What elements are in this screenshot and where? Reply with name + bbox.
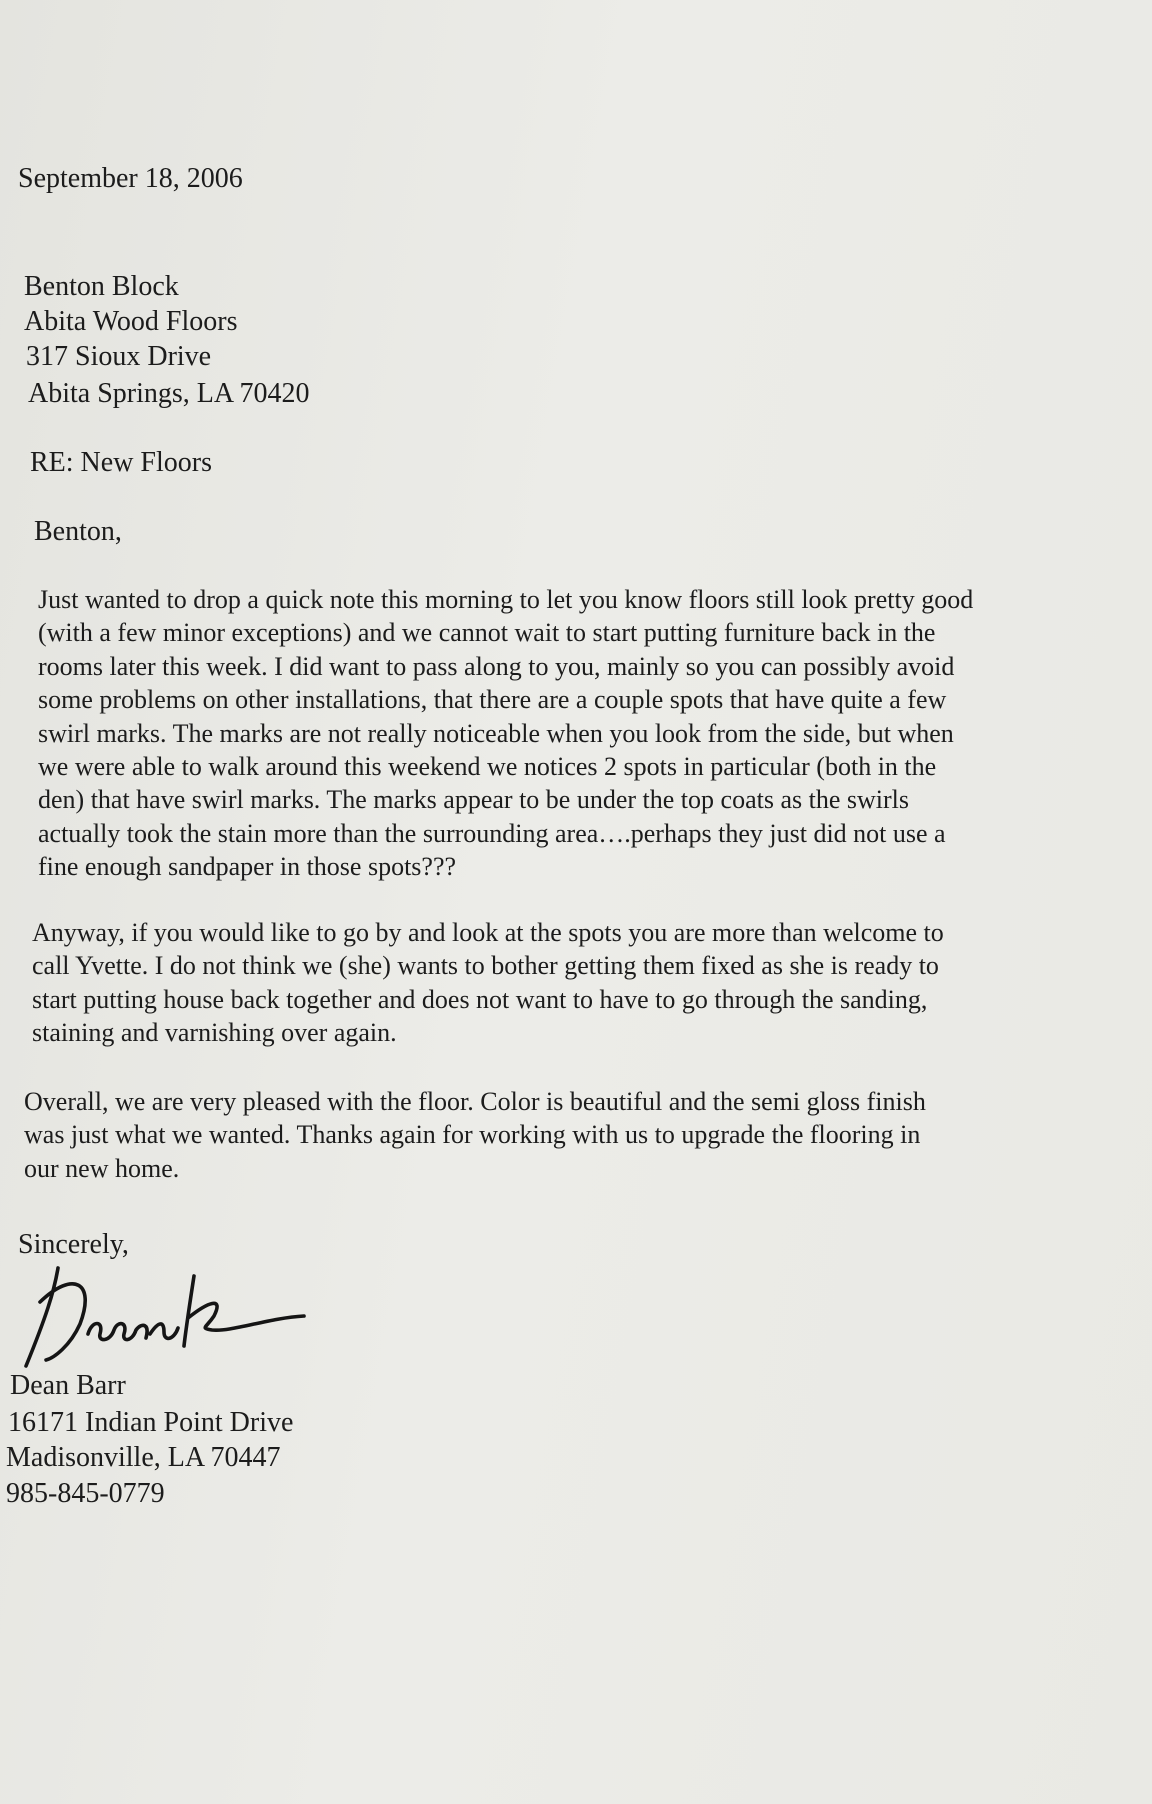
paragraph-line: staining and varnishing over again. [32, 1018, 397, 1048]
recipient-name: Benton Block [24, 271, 179, 302]
paragraph-line: start putting house back together and does not want to have to go through the sanding, [32, 984, 928, 1014]
recipient-street: 317 Sioux Drive [26, 341, 212, 372]
handwritten-signature [18, 1262, 318, 1372]
subject-line: RE: New Floors [30, 447, 212, 478]
sender-phone: 985-845-0779 [6, 1478, 165, 1509]
paragraph-line: actually took the stain more than the surrounding area….perhaps they just did not use a [38, 818, 946, 848]
paragraph-line: rooms later this week. I did want to pass along to you, mainly so you can possibly avoid [38, 651, 955, 681]
paragraph-line: Overall, we are very pleased with the floor. Color is beautiful and the semi gloss finish [24, 1087, 926, 1116]
paragraph-line: call Yvette. I do not think we (she) wants to bother getting them fixed as she is ready to [32, 951, 939, 981]
paragraph-line: our new home. [24, 1153, 180, 1183]
paragraph-line: swirl marks. The marks are not really noticeable when you look from the side, but when [38, 718, 954, 748]
paragraph-line: Just wanted to drop a quick note this morning to let you know floors still look pretty good [38, 585, 974, 614]
recipient-company: Abita Wood Floors [24, 306, 238, 337]
letter-date: September 18, 2006 [18, 163, 243, 194]
paragraph-line: we were able to walk around this weekend we notices 2 spots in particular (both in the [38, 752, 937, 782]
sender-street: 16171 Indian Point Drive [8, 1407, 294, 1438]
body-paragraph-2 [32, 916, 1092, 1050]
paragraph-line: den) that have swirl marks. The marks appear to be under the top coats as the swirls [38, 785, 909, 815]
paragraph-line: was just what we wanted. Thanks again for working with us to upgrade the flooring in [24, 1120, 921, 1150]
paragraph-line: (with a few minor exceptions) and we cannot wait to start putting furniture back in the [38, 618, 936, 648]
sender-city-state-zip: Madisonville, LA 70447 [6, 1442, 281, 1473]
recipient-city-state-zip: Abita Springs, LA 70420 [28, 378, 310, 409]
body-paragraph-3 [24, 1085, 1099, 1185]
sender-name: Dean Barr [10, 1370, 126, 1401]
salutation: Benton, [34, 516, 122, 547]
paragraph-line: Anyway, if you would like to go by and look at the spots you are more than welcome to [32, 918, 944, 947]
closing: Sincerely, [18, 1229, 129, 1260]
paragraph-line: some problems on other installations, that there are a couple spots that have quite a few [38, 685, 947, 715]
body-paragraph-1 [38, 583, 1090, 884]
paragraph-line: fine enough sandpaper in those spots??? [38, 852, 457, 882]
